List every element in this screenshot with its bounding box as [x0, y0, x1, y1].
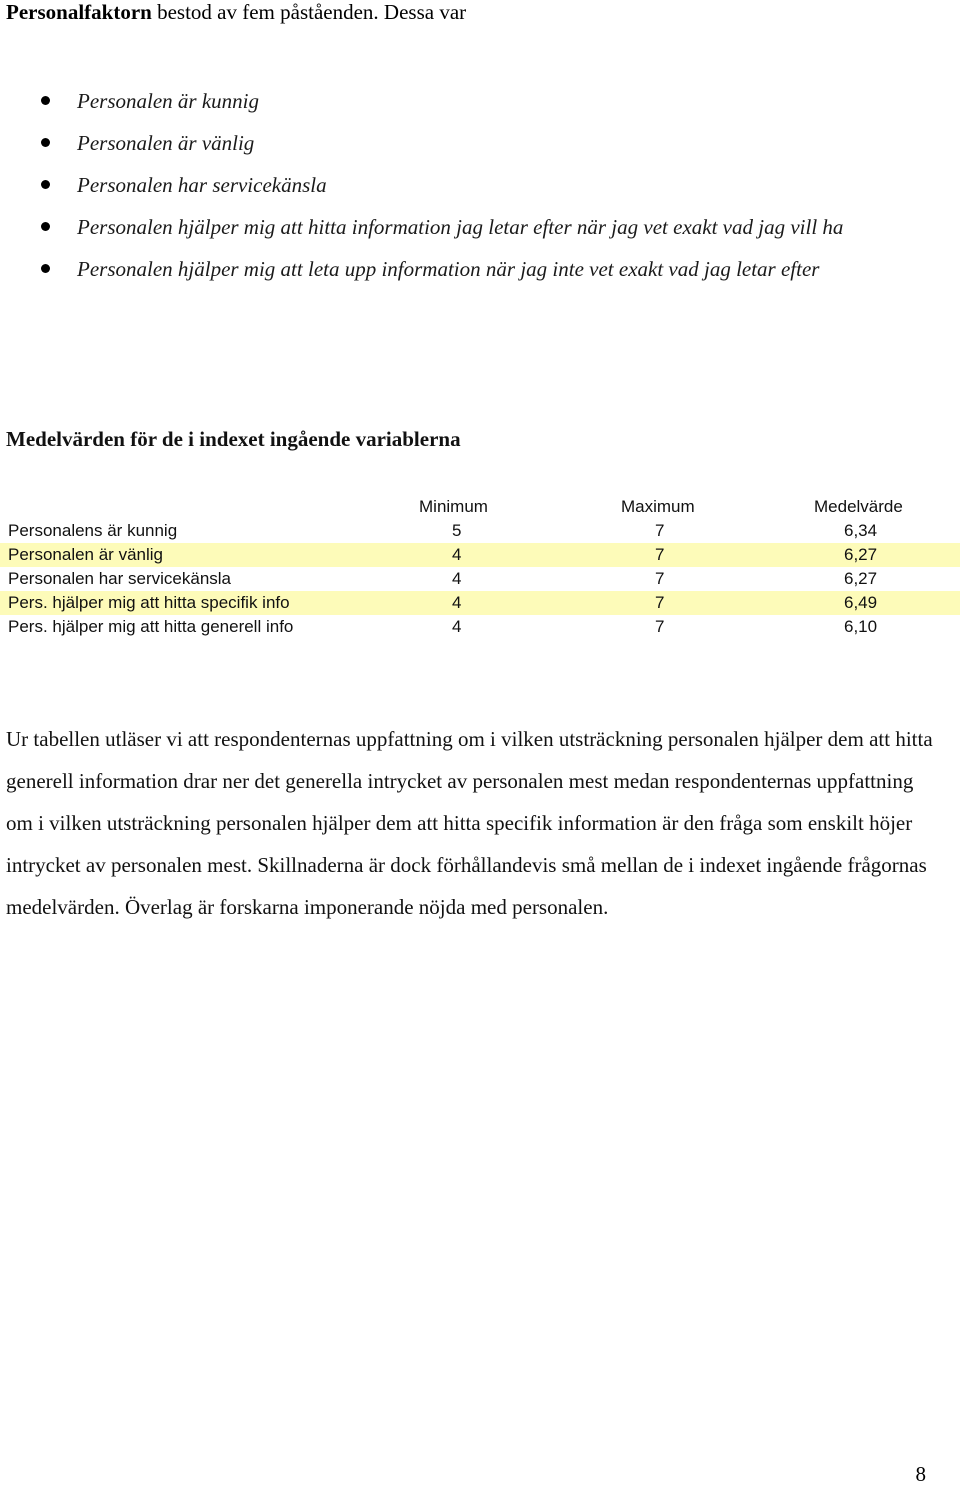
- row-label: Personalen är vänlig: [8, 545, 163, 564]
- row-minimum: 4: [452, 569, 462, 588]
- row-medelvarde: 6,27: [844, 569, 878, 588]
- table-header-row: [0, 495, 960, 519]
- header-medelvarde: Medelvärde: [814, 497, 903, 516]
- statement-list: [0, 80, 960, 290]
- list-item-text: Personalen hjälper mig att leta upp information när jag inte vet exakt vad jag letar efter: [77, 257, 820, 281]
- list-item: [0, 164, 960, 206]
- intro-bold-term: Personalfaktorn: [6, 0, 152, 24]
- intro-text: [6, 0, 466, 24]
- list-item-text: Personalen är kunnig: [77, 89, 259, 113]
- analysis-paragraph: Ur tabellen utläser vi att respondenternas uppfattning om i vilken utsträckning personalen hjälper dem att hitta generell information drar ner det generella intrycket av personalen mest medan respondenternas uppfattning om i vilken utsträckning personalen hjälper dem att hitta specifik information är den fråga som enskilt höjer intrycket av personalen mest. Skillnaderna är dock förhållandevis små mellan de i indexet ingående frågornas medelvärden. Överlag är forskarna imponerande nöjda med personalen.: [6, 727, 933, 919]
- table-row: [0, 591, 960, 615]
- list-item-text: Personalen är vänlig: [77, 131, 255, 155]
- row-medelvarde: 6,10: [844, 617, 878, 636]
- bullet-icon: [41, 222, 50, 231]
- bullet-icon: [41, 138, 50, 147]
- row-maximum: 7: [655, 617, 665, 636]
- bullet-icon: [41, 264, 50, 273]
- list-item: [0, 80, 960, 122]
- list-item: [0, 248, 960, 290]
- row-label: Personalen har servicekänsla: [8, 569, 232, 588]
- table-row: [0, 567, 960, 591]
- list-item-text: Personalen har servicekänsla: [77, 173, 327, 197]
- row-minimum: 4: [452, 545, 462, 564]
- header-maximum: Maximum: [621, 497, 695, 516]
- section-heading: Medelvärden för de i indexet ingående variablerna: [6, 427, 461, 451]
- row-medelvarde: 6,34: [844, 521, 878, 540]
- list-item: [0, 122, 960, 164]
- bullet-icon: [41, 96, 50, 105]
- bullet-icon: [41, 180, 50, 189]
- row-label: Pers. hjälper mig att hitta specifik info: [8, 593, 290, 612]
- row-minimum: 4: [452, 593, 462, 612]
- means-table: [0, 495, 960, 639]
- row-medelvarde: 6,27: [844, 545, 878, 564]
- row-minimum: 4: [452, 617, 462, 636]
- row-label: Personalens är kunnig: [8, 521, 178, 540]
- list-item-text: Personalen hjälper mig att hitta information jag letar efter när jag vet exakt vad jag vill ha: [77, 215, 844, 239]
- page-number: 8: [915, 1462, 926, 1486]
- list-item: [0, 206, 960, 248]
- intro-rest: bestod av fem påståenden. Dessa var: [151, 0, 467, 24]
- row-maximum: 7: [655, 521, 665, 540]
- row-minimum: 5: [452, 521, 462, 540]
- table-row: [0, 615, 960, 639]
- row-maximum: 7: [655, 545, 665, 564]
- row-maximum: 7: [655, 593, 665, 612]
- row-maximum: 7: [655, 569, 665, 588]
- table-row: [0, 543, 960, 567]
- table-row: [0, 519, 960, 543]
- header-minimum: Minimum: [419, 497, 488, 516]
- row-label: Pers. hjälper mig att hitta generell info: [8, 617, 294, 636]
- row-medelvarde: 6,49: [844, 593, 878, 612]
